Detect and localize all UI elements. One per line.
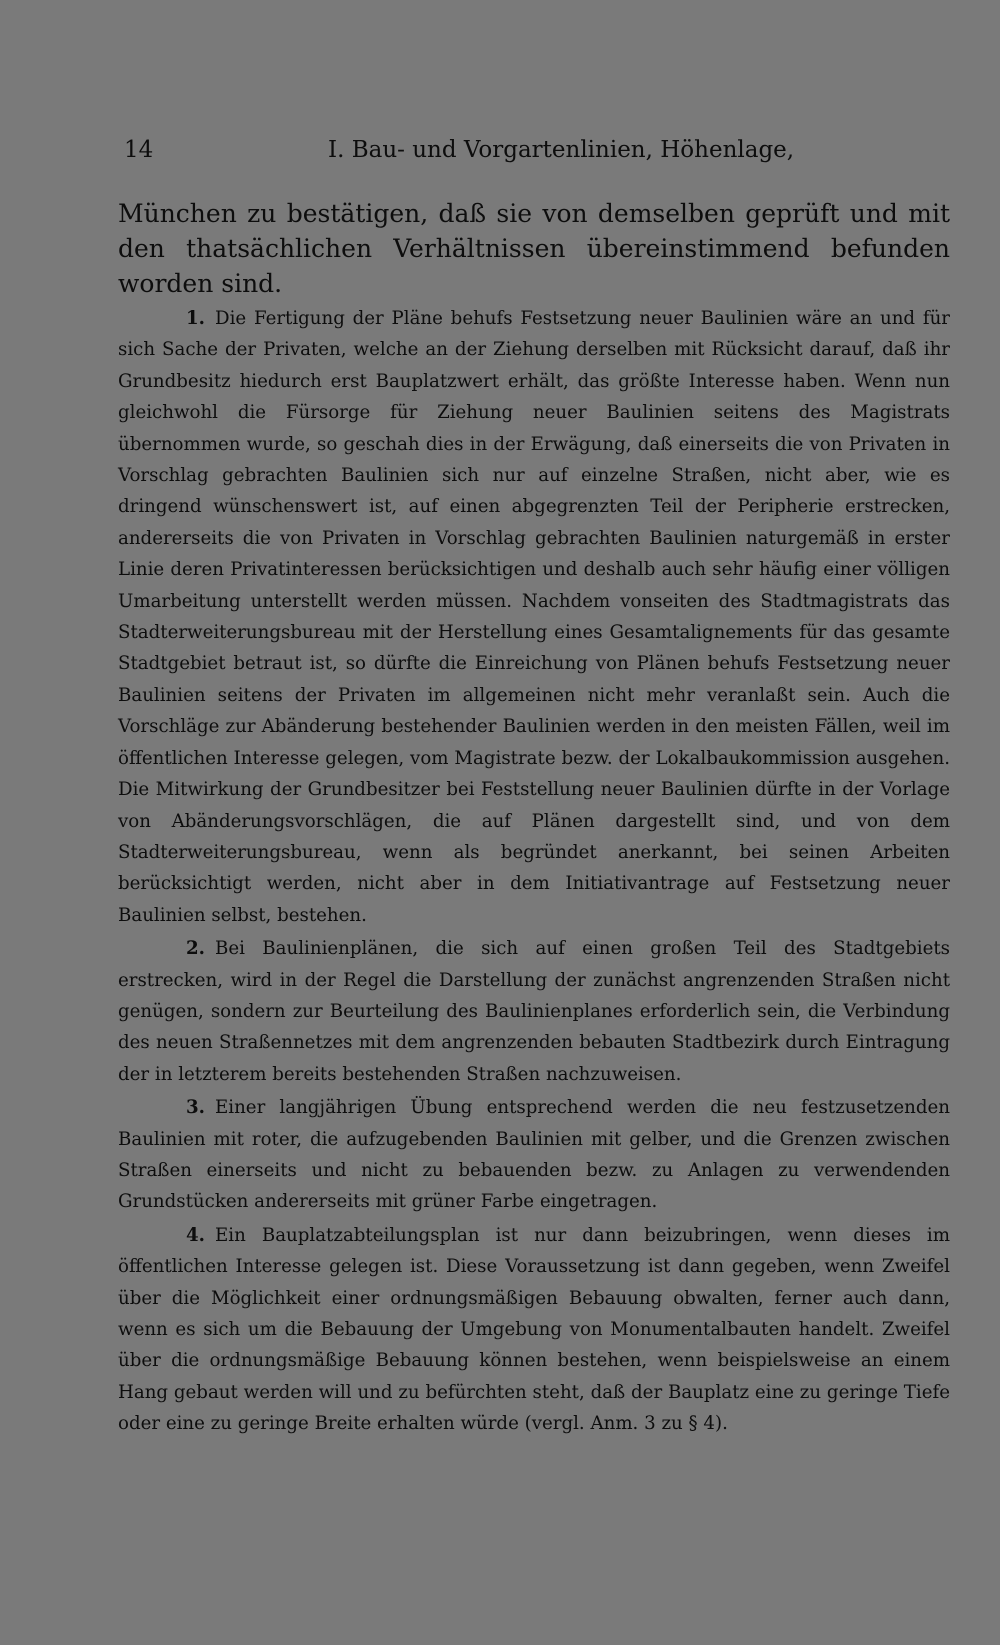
paragraph-text: Die Fertigung der Pläne behufs Festsetzung neuer Baulinien wäre an und für sich Sache der Privaten, welche an der Ziehung derselben mit Rücksicht darauf, daß ihr Grundbesitz hiedurch erst Bauplatzwert erhält, das größte Interesse haben. Wenn nun gleichwohl die Fürsorge für Ziehung neuer Baulinien seitens des Magistrats übernommen wurde, so geschah dies in der Erwägung, daß einerseits die von Privaten in Vorschlag gebrachten Baulinien sich nur auf einzelne Straßen, nicht aber, wie es dringend wünschenswert ist, auf einen abgegrenzten Teil der Peripherie erstrecken, andererseits die von Privaten in Vorschlag gebrachten Baulinien naturgemäß in erster Linie deren Privatinteressen berücksichtigen und deshalb auch sehr häufig einer völligen Umarbeitung unterstellt werden müssen. Nachdem vonseiten des Stadtmagistrats das Stadterweiterungsbureau mit der Herstellung eines Gesamtalignements für das gesamte Stadtgebiet betraut ist, so dürfte die Einreichung von Plänen behufs Festsetzung neuer Baulinien seitens der Privaten im allgemeinen nicht mehr veranlaßt sein. Auch die Vorschläge zur Abänderung bestehender Baulinien werden in den meisten Fällen, weil im öffentlichen Interesse gelegen, vom Magistrate bezw. der Lokalbaukommission ausgehen. Die Mitwirkung der Grundbesitzer bei Feststellung neuer Baulinien dürfte in der Vorlage von Abänderungsvorschlägen, die auf Plänen dargestellt sind, und von dem Stadterweiterungsbureau, wenn als begründet anerkannt, bei seinen Arbeiten berücksichtigt werden, nicht aber in dem Initiativantrage auf Festsetzung neuer Baulinien selbst, bestehen. <box>118 308 950 926</box>
paragraph-number: 2. <box>186 938 205 960</box>
body-text <box>118 196 950 1440</box>
paragraph-text: Bei Baulinienplänen, die sich auf einen großen Teil des Stadtgebiets erstrecken, wird in der Regel die Darstellung der zunächst angrenzenden Straßen nicht genügen, sondern zur Beurteilung des Baulinienplanes erforderlich sein, die Verbindung des neuen Straßennetzes mit dem angrenzenden bebauten Stadtbezirk durch Eintragung der in letzterem bereits bestehenden Straßen nachzuweisen. <box>118 938 950 1085</box>
page-number: 14 <box>124 137 154 163</box>
running-head <box>118 120 950 163</box>
paragraph-text: Ein Bauplatzabteilungsplan ist nur dann beizubringen, wenn dieses im öffentlichen Interesse gelegen ist. Diese Voraussetzung ist dann gegeben, wenn Zweifel über die Möglichkeit einer ordnungsmäßigen Bebauung obwalten, ferner auch dann, wenn es sich um die Bebauung der Umgebung von Monumentalbauten handelt. Zweifel über die ordnungsmäßige Bebauung können bestehen, wenn beispielsweise an einem Hang gebaut werden will und zu befürchten steht, daß der Bauplatz eine zu geringe Tiefe oder eine zu geringe Breite erhalten würde (vergl. Anm. 3 zu § 4). <box>118 1224 950 1435</box>
paragraph-1 <box>118 303 950 931</box>
paragraph-number: 1. <box>186 308 205 329</box>
paragraph-number: 4. <box>186 1224 205 1246</box>
paragraph-2 <box>118 933 950 1090</box>
paragraph-3 <box>118 1092 950 1218</box>
paragraph-text: München zu bestätigen, daß sie von demselben geprüft und mit den thatsächlichen Verhältnissen übereinstimmend befunden worden sind. <box>118 199 950 298</box>
paragraph-4 <box>118 1220 950 1440</box>
paragraph-continuation <box>118 196 950 301</box>
running-title: I. Bau- und Vorgartenlinien, Höhenlage, <box>328 137 795 163</box>
book-page <box>118 120 950 1620</box>
paragraph-text: Einer langjährigen Übung entsprechend werden die neu festzusetzenden Baulinien mit roter, die aufzugebenden Baulinien mit gelber, und die Grenzen zwischen Straßen einerseits und nicht zu bebauenden bezw. zu Anlagen zu verwendenden Grundstücken andererseits mit grüner Farbe eingetragen. <box>118 1097 950 1213</box>
paragraph-number: 3. <box>186 1097 205 1119</box>
